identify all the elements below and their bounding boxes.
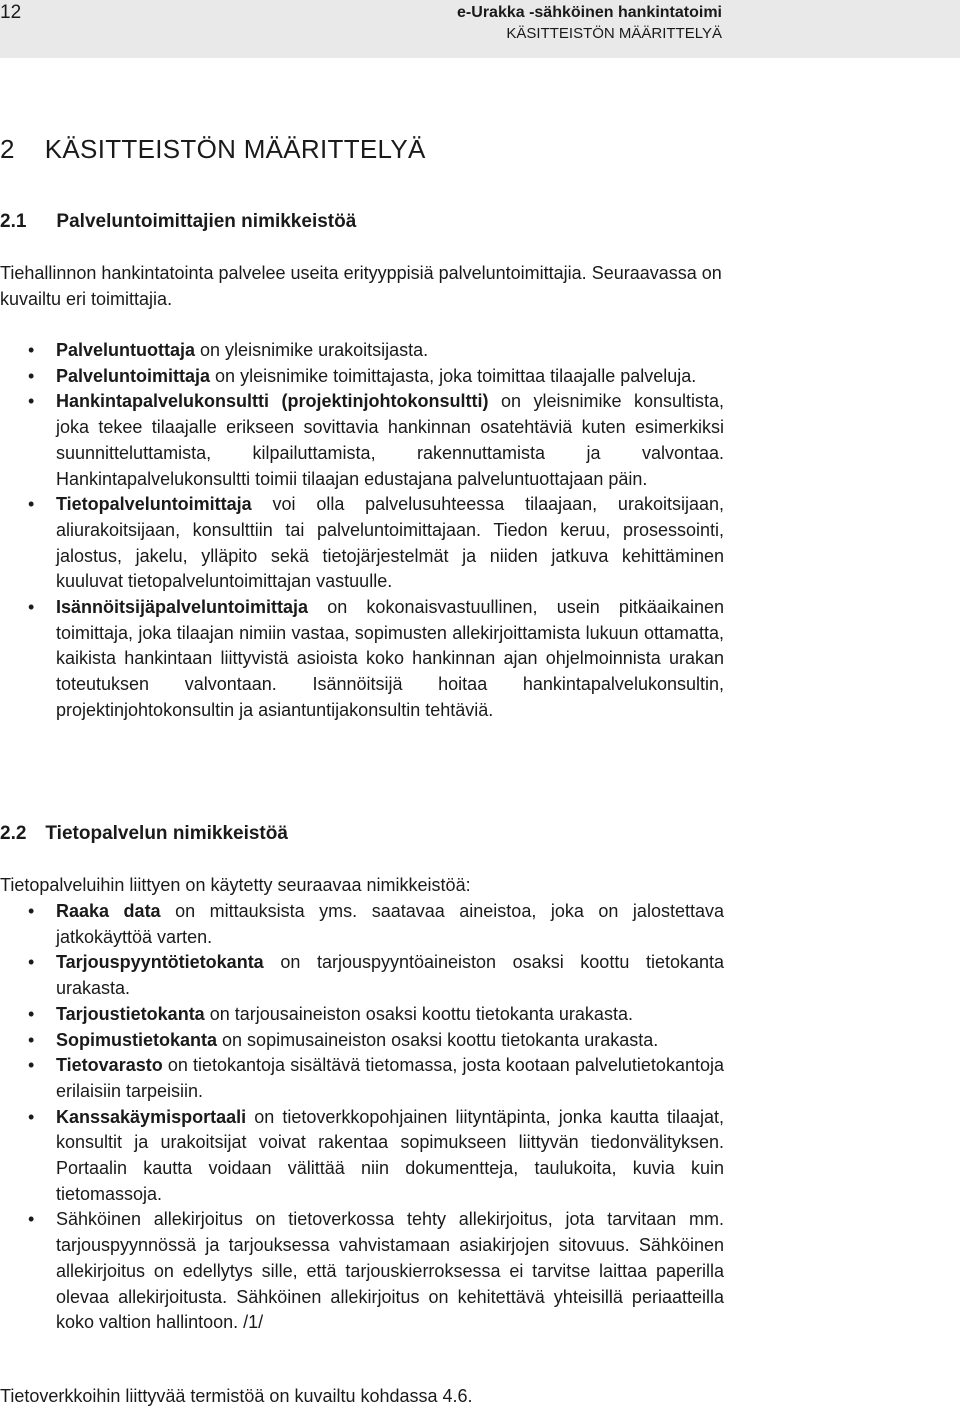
- bullet-icon: •: [28, 901, 35, 921]
- definition: on kokonaisvastuullinen, usein pitkäaikainen toimittaja, joka tilaajan nimiin vastaa, sopimusten allekirjoittamista lukuun ottamatta, kaikista hankintaan liittyvistä asioista koko hankinnan ajan ohjelmoinnista urakan toteutuksen valvontaan. Isännöitsijä hoitaa hankintapalvelukonsultin, projektinjohtokonsultin ja asiantuntijakonsultin tehtäviä.: [56, 597, 724, 720]
- section-intro: Tiehallinnon hankintatointa palvelee useita erityyppisiä palveluntoimittajia. Seuraavassa on kuvailtu eri toimittajia.: [0, 263, 722, 309]
- bullet-icon: •: [28, 1209, 35, 1230]
- section-title: Palveluntoimittajien nimikkeistöä: [56, 211, 357, 232]
- term: Hankintapalvelukonsultti (projektinjohtokonsultti): [56, 391, 489, 412]
- running-chapter-title: KÄSITTEISTÖN MÄÄRITTELYÄ: [506, 25, 722, 42]
- info-service-list: [0, 899, 724, 1336]
- section-title: Tietopalvelun nimikkeistöä: [45, 823, 288, 844]
- definition: on mittauksista yms. saatavaa aineistoa, joka on jalostettava jatkokäyttöä varten.: [56, 901, 724, 947]
- term: Tietovarasto: [56, 1055, 163, 1076]
- bullet-icon: •: [28, 391, 35, 412]
- bullet-icon: •: [28, 597, 35, 618]
- term: Isännöitsijäpalveluntoimittaja: [56, 597, 309, 618]
- list-item: [0, 1002, 724, 1028]
- footer-note: Tietoverkkoihin liittyvää termistöä on kuvailtu kohdassa 4.6.: [0, 1386, 473, 1406]
- term: Kanssakäymisportaali: [56, 1106, 247, 1127]
- chapter-title: KÄSITTEISTÖN MÄÄRITTELYÄ: [44, 134, 426, 164]
- list-item: [0, 1207, 724, 1336]
- list-item: [0, 1053, 724, 1104]
- definition: on yleisnimike toimittajasta, joka toimittaa tilaajalle palveluja.: [210, 365, 697, 386]
- term: Raaka data: [56, 901, 161, 921]
- term: Palveluntoimittaja: [56, 365, 211, 386]
- list-item: [0, 389, 724, 492]
- section-intro: Tietopalveluihin liittyen on käytetty seuraavaa nimikkeistöä:: [0, 875, 471, 895]
- list-item: [0, 338, 724, 364]
- list-item: [0, 950, 724, 1001]
- running-header-text: [302, 2, 722, 44]
- bullet-icon: •: [28, 952, 35, 973]
- definition: Sähköinen allekirjoitus on tietoverkossa tehty allekirjoitus, jota tarvitaan mm. tarjouspyynnössä ja tarjouksessa vahvistamaan asiakirjojen sitovuus. Sähköinen allekirjoitus on edellytys sille, että tarjouskierroksessa ei tarvitse laittaa paperilla olevaa allekirjoitusta. Sähköinen allekirjoitus on kehitettävä yhteisillä periaatteilla koko valtion hallintoon. /1/: [56, 1209, 724, 1333]
- section-number: 2.2: [0, 823, 27, 844]
- bullet-icon: •: [28, 1003, 35, 1024]
- term: Sopimustietokanta: [56, 1029, 218, 1050]
- definition: on yleisnimike konsultista, joka tekee tilaajalle erikseen sovittavia hankinnan osatehtäviä kuten esimerkiksi suunnitteluttamista, kilpailuttamista, rakennuttamista ja valvontaa. Hankintapalvelukonsultti toimii tilaajan edustajana palveluntuottajaan päin.: [56, 391, 725, 489]
- term: Tarjoustietokanta: [56, 1003, 205, 1024]
- page-number: 12: [0, 2, 22, 23]
- list-item: [0, 595, 724, 724]
- list-item: [0, 492, 724, 595]
- document-title: e-Urakka -sähköinen hankintatoimi: [457, 4, 722, 21]
- supplier-list: [0, 338, 724, 724]
- definition: on tietokantoja sisältävä tietomassa, josta kootaan palvelutietokantoja erilaisiin tarpeisiin.: [56, 1055, 724, 1101]
- term: Tarjouspyyntötietokanta: [56, 952, 264, 973]
- term: Palveluntuottaja: [56, 340, 196, 360]
- definition: on tietoverkkopohjainen liityntäpinta, jonka kautta tilaajat, konsultit ja urakoitsijat voivat rakentaa sopimukseen liittyvän tiedonvälityksen. Portaalin kautta voidaan välittää niin dokumentteja, taulukoita, kuvia kuin tietomassoja.: [56, 1106, 724, 1204]
- list-item: [0, 1105, 724, 1208]
- chapter-heading: [0, 134, 426, 165]
- list-item: [0, 364, 724, 390]
- definition: on yleisnimike urakoitsijasta.: [195, 340, 429, 360]
- definition: voi olla palvelusuhteessa tilaajaan, urakoitsijaan, aliurakoitsijaan, konsulttiin tai palveluntoimittajaan. Tiedon keruu, prosessointi, jalostus, jakelu, ylläpito sekä tietojärjestelmät ja niiden jatkuva kehittäminen kuuluvat tietopalveluntoimittajan vastuulle.: [56, 494, 724, 592]
- definition: on sopimusaineiston osaksi koottu tietokanta urakasta.: [217, 1029, 659, 1050]
- section-heading: [0, 211, 356, 233]
- bullet-icon: •: [28, 340, 35, 360]
- definition: on tarjouspyyntöaineiston osaksi koottu tietokanta urakasta.: [56, 952, 724, 999]
- definition: on tarjousaineiston osaksi koottu tietokanta urakasta.: [204, 1003, 633, 1024]
- section-heading: [0, 823, 288, 845]
- chapter-number: 2: [0, 134, 15, 164]
- term: Tietopalveluntoimittaja: [56, 494, 252, 515]
- bullet-icon: •: [28, 365, 35, 386]
- list-item: [0, 1028, 724, 1054]
- bullet-icon: •: [28, 1055, 35, 1076]
- bullet-icon: •: [28, 494, 35, 515]
- bullet-icon: •: [28, 1029, 35, 1050]
- list-item: [0, 899, 724, 950]
- bullet-icon: •: [28, 1106, 35, 1127]
- section-number: 2.1: [0, 211, 27, 232]
